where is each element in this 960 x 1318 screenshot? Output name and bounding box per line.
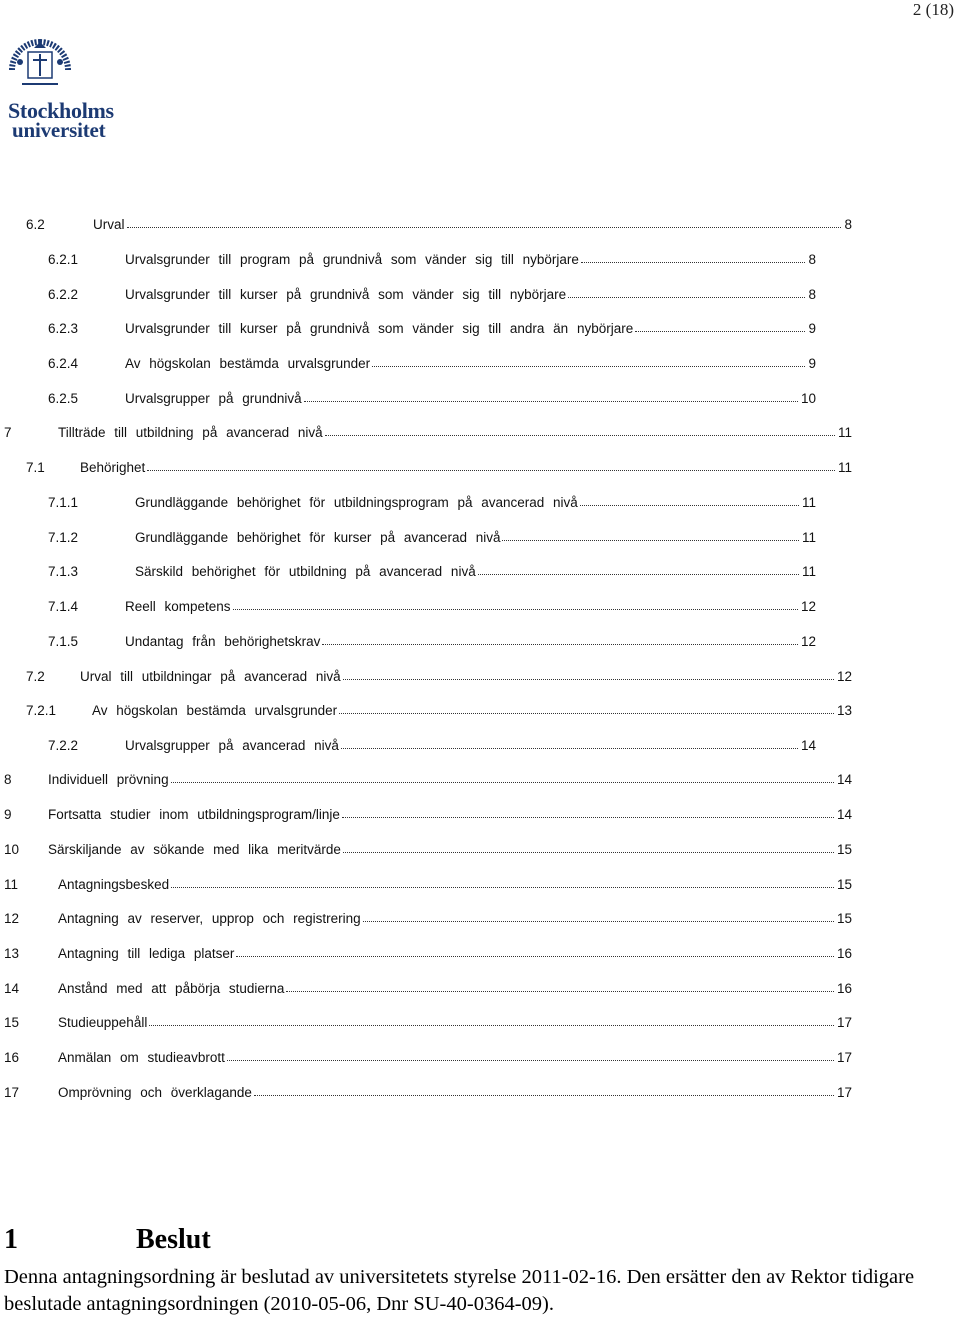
toc-entry[interactable]	[4, 941, 852, 961]
toc-entry-number: 13	[4, 946, 20, 961]
toc-dot-leader	[325, 433, 835, 436]
toc-entry-number: 6.2.4	[48, 356, 79, 371]
page-number: 2 (18)	[912, 0, 954, 19]
toc-entry-number: 7.2.1	[26, 703, 57, 718]
toc-entry[interactable]	[4, 976, 852, 996]
toc-entry-title: Fortsatta studier inom utbildningsprogram/linje	[48, 807, 340, 822]
toc-entry[interactable]	[4, 1080, 852, 1100]
toc-dot-leader	[147, 468, 835, 471]
toc-entry-title: Antagning av reserver, upprop och registrering	[58, 911, 361, 926]
toc-entry-title: Urvalsgrunder till kurser på grundnivå som vänder sig till nybörjare	[125, 287, 567, 302]
toc-entry-page: 15	[836, 911, 852, 926]
toc-entry[interactable]	[4, 802, 852, 822]
toc-entry-number: 11	[4, 877, 19, 892]
toc-entry-page: 8	[808, 287, 816, 302]
toc-entry-number: 15	[4, 1015, 20, 1030]
toc-entry-page: 11	[801, 564, 816, 579]
toc-entry-number: 6.2.1	[48, 252, 79, 267]
toc-entry-page: 17	[836, 1050, 852, 1065]
toc-dot-leader	[502, 538, 799, 541]
toc-entry-page: 15	[836, 842, 852, 857]
toc-entry[interactable]	[4, 420, 852, 440]
toc-entry-number: 14	[4, 981, 20, 996]
section-body: Denna antagningsordning är beslutad av universitetets styrelse 2011-02-16. Den ersätter den av Rektor tidigare beslutade antagningsordningen (2010-05-06, Dnr SU-40-0364-09).	[4, 1266, 915, 1315]
toc-entry-page: 14	[836, 807, 852, 822]
toc-entry[interactable]	[4, 1045, 852, 1065]
toc-entry[interactable]	[26, 698, 852, 718]
toc-entry-page: 11	[837, 460, 852, 475]
toc-entry[interactable]	[48, 559, 816, 579]
toc-entry[interactable]	[4, 906, 852, 926]
toc-entry-number: 8	[4, 772, 12, 787]
logo-text-line1: Stockholms	[8, 98, 114, 123]
toc-entry-page: 8	[808, 252, 816, 267]
toc-entry-title: Av högskolan bestämda urvalsgrunder	[125, 356, 371, 371]
toc-entry-number: 12	[4, 911, 20, 926]
toc-entry-number: 6.2.2	[48, 287, 79, 302]
toc-entry-title: Urvalsgrunder till program på grundnivå som vänder sig till nybörjare	[125, 252, 579, 267]
toc-dot-leader	[342, 815, 834, 818]
toc-entry-title: Studieuppehåll	[58, 1015, 148, 1030]
toc-entry-title: Antagningsbesked	[58, 877, 170, 892]
toc-entry[interactable]	[48, 282, 816, 302]
university-logo	[4, 36, 128, 140]
toc-entry[interactable]	[4, 767, 852, 787]
toc-entry-title: Behörighet	[80, 460, 146, 475]
section-number: 1	[4, 1224, 18, 1255]
toc-entry-number: 6.2.5	[48, 391, 79, 406]
toc-entry-number: 9	[4, 807, 12, 822]
toc-dot-leader	[236, 954, 834, 957]
toc-entry-title: Undantag från behörighetskrav	[125, 634, 321, 649]
toc-entry-title: Anstånd med att påbörja studierna	[58, 981, 285, 996]
toc-entry-number: 7.1.3	[48, 564, 79, 579]
toc-entry-page: 11	[801, 495, 816, 510]
toc-entry-title: Urvalsgrupper på grundnivå	[125, 391, 302, 406]
toc-entry-title: Särskild behörighet för utbildning på avancerad nivå	[135, 564, 476, 579]
toc-entry-page: 11	[837, 425, 852, 440]
toc-dot-leader	[580, 503, 799, 506]
toc-dot-leader	[286, 989, 834, 992]
toc-dot-leader	[322, 642, 798, 645]
toc-entry-page: 12	[836, 669, 852, 684]
toc-dot-leader	[149, 1023, 834, 1026]
toc-entry-page: 9	[808, 356, 816, 371]
toc-entry[interactable]	[4, 1010, 852, 1030]
toc-entry-page: 15	[836, 877, 852, 892]
toc-dot-leader	[372, 364, 805, 367]
toc-entry[interactable]	[26, 455, 852, 475]
toc-entry-number: 16	[4, 1050, 20, 1065]
toc-dot-leader	[363, 919, 834, 922]
toc-entry-page: 11	[801, 530, 816, 545]
toc-entry[interactable]	[48, 490, 816, 510]
toc-entry[interactable]	[48, 733, 816, 753]
toc-dot-leader	[227, 1058, 834, 1061]
toc-dot-leader	[254, 1093, 834, 1096]
toc-entry-number: 7.1.4	[48, 599, 79, 614]
toc-entry[interactable]	[26, 212, 852, 232]
toc-dot-leader	[304, 399, 798, 402]
university-seal-icon	[4, 36, 76, 98]
toc-entry-title: Särskiljande av sökande med lika meritvärde	[48, 842, 341, 857]
toc-entry[interactable]	[48, 525, 816, 545]
toc-entry-title: Av högskolan bestämda urvalsgrunder	[92, 703, 338, 718]
toc-entry-page: 10	[800, 391, 816, 406]
toc-dot-leader	[171, 885, 834, 888]
section-title: Beslut	[136, 1224, 211, 1255]
toc-entry-page: 17	[836, 1085, 852, 1100]
toc-entry-title: Urvalsgrunder till kurser på grundnivå som vänder sig till andra än nybörjare	[125, 321, 634, 336]
toc-entry[interactable]	[48, 594, 816, 614]
toc-entry-number: 7	[4, 425, 12, 440]
toc-entry-number: 6.2.3	[48, 321, 79, 336]
toc-entry-title: Anmälan om studieavbrott	[58, 1050, 225, 1065]
toc-entry-number: 6.2	[26, 217, 45, 232]
toc-entry-page: 16	[836, 981, 852, 996]
toc-dot-leader	[635, 329, 805, 332]
toc-entry-page: 14	[800, 738, 816, 753]
toc-entry-number: 7.1	[26, 460, 45, 475]
toc-entry[interactable]	[48, 247, 816, 267]
toc-dot-leader	[171, 780, 834, 783]
toc-entry-title: Antagning till lediga platser	[58, 946, 235, 961]
toc-entry-title: Grundläggande behörighet för kurser på avancerad nivå	[135, 530, 501, 545]
toc-entry-number: 7.1.2	[48, 530, 79, 545]
logo-text-line2: universitet	[12, 118, 106, 142]
toc-entry-number: 7.2.2	[48, 738, 79, 753]
toc-dot-leader	[341, 746, 798, 749]
toc-entry-page: 9	[808, 321, 816, 336]
toc-entry-title: Reell kompetens	[125, 599, 231, 614]
toc-dot-leader	[581, 260, 805, 263]
toc-entry-page: 12	[800, 599, 816, 614]
toc-dot-leader	[568, 295, 805, 298]
toc-entry-number: 7.2	[26, 669, 45, 684]
toc-entry-title: Grundläggande behörighet för utbildningsprogram på avancerad nivå	[135, 495, 578, 510]
toc-entry-title: Urval	[93, 217, 125, 232]
toc-entry-page: 12	[800, 634, 816, 649]
toc-entry-page: 17	[836, 1015, 852, 1030]
toc-entry-page: 16	[836, 946, 852, 961]
toc-entry[interactable]	[48, 386, 816, 406]
toc-dot-leader	[478, 572, 799, 575]
toc-entry[interactable]	[26, 664, 852, 684]
toc-entry-number: 10	[4, 842, 20, 857]
toc-entry-number: 7.1.1	[48, 495, 79, 510]
toc-entry-title: Omprövning och överklagande	[58, 1085, 252, 1100]
toc-entry-title: Urval till utbildningar på avancerad nivå	[80, 669, 341, 684]
toc-entry-title: Individuell prövning	[48, 772, 169, 787]
toc-entry-title: Urvalsgrupper på avancerad nivå	[125, 738, 339, 753]
toc-dot-leader	[343, 677, 834, 680]
toc-entry-title: Tillträde till utbildning på avancerad nivå	[58, 425, 323, 440]
toc-dot-leader	[127, 225, 841, 228]
toc-entry-page: 8	[844, 217, 852, 232]
toc-dot-leader	[339, 711, 834, 714]
toc-entry-page: 13	[836, 703, 852, 718]
toc-entry[interactable]	[48, 351, 816, 371]
toc-dot-leader	[233, 607, 798, 610]
toc-entry-number: 7.1.5	[48, 634, 79, 649]
toc-entry[interactable]	[48, 629, 816, 649]
toc-entry-number: 17	[4, 1085, 20, 1100]
toc-dot-leader	[343, 850, 834, 853]
toc-entry[interactable]	[4, 837, 852, 857]
toc-entry[interactable]	[4, 872, 852, 892]
toc-entry[interactable]	[48, 316, 816, 336]
toc-entry-page: 14	[836, 772, 852, 787]
